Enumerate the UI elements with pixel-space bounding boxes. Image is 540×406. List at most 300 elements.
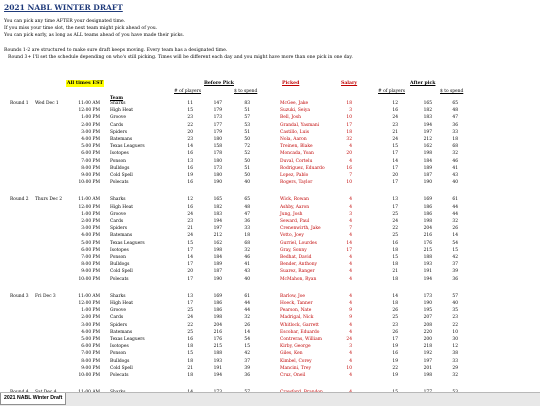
team-cell[interactable]: Polecats bbox=[110, 276, 129, 282]
salary-cell[interactable]: 24 bbox=[346, 337, 352, 342]
spend-after-cell[interactable]: 54 bbox=[452, 240, 458, 246]
players-after-cell[interactable]: 24 bbox=[392, 137, 398, 142]
after-pick-cell[interactable]: 197 bbox=[423, 129, 432, 135]
team-cell[interactable]: Spiders bbox=[110, 129, 127, 135]
players-before-cell[interactable]: 24 bbox=[187, 233, 193, 239]
players-after-cell[interactable]: 24 bbox=[392, 219, 398, 224]
players-before-cell[interactable]: 14 bbox=[187, 255, 193, 260]
picked-player-cell[interactable]: Whitlock, Garrett bbox=[280, 322, 319, 328]
players-after-cell[interactable]: 26 bbox=[392, 329, 398, 335]
players-before-cell[interactable]: 13 bbox=[187, 158, 193, 164]
after-pick-cell[interactable]: 190 bbox=[423, 301, 432, 306]
team-cell[interactable]: Texas Leaguers bbox=[110, 337, 145, 342]
team-cell[interactable]: Isotopes bbox=[110, 344, 129, 350]
players-before-cell[interactable]: 20 bbox=[187, 129, 193, 135]
before-pick-cell[interactable]: 183 bbox=[213, 211, 222, 217]
salary-cell[interactable]: 16 bbox=[346, 165, 352, 171]
spend-before-cell[interactable]: 48 bbox=[244, 204, 250, 210]
players-after-cell[interactable]: 16 bbox=[392, 351, 398, 357]
salary-cell[interactable]: 4 bbox=[349, 276, 352, 282]
players-after-cell[interactable]: 16 bbox=[392, 240, 398, 246]
players-before-cell[interactable]: 23 bbox=[187, 219, 193, 224]
salary-cell[interactable]: 4 bbox=[349, 322, 352, 328]
players-after-cell[interactable]: 17 bbox=[392, 204, 398, 210]
spend-before-cell[interactable]: 18 bbox=[244, 233, 250, 239]
team-cell[interactable]: Spiders bbox=[110, 322, 127, 328]
players-before-cell[interactable]: 16 bbox=[187, 165, 193, 171]
before-pick-cell[interactable]: 194 bbox=[213, 373, 222, 378]
players-after-cell[interactable]: 24 bbox=[392, 115, 398, 121]
after-pick-cell[interactable]: 198 bbox=[423, 219, 432, 224]
salary-cell[interactable]: 3 bbox=[349, 108, 352, 114]
spend-after-cell[interactable]: 32 bbox=[452, 151, 458, 157]
spend-after-cell[interactable]: 46 bbox=[452, 158, 458, 164]
spend-before-cell[interactable]: 68 bbox=[244, 240, 250, 246]
players-after-cell[interactable]: 19 bbox=[392, 344, 398, 350]
players-before-cell[interactable]: 20 bbox=[187, 269, 193, 275]
spend-after-cell[interactable]: 36 bbox=[452, 276, 458, 282]
picked-player-cell[interactable]: Mancini, Trey bbox=[280, 365, 311, 371]
after-pick-cell[interactable]: 194 bbox=[423, 276, 432, 282]
spend-after-cell[interactable]: 15 bbox=[452, 247, 458, 253]
before-pick-cell[interactable]: 180 bbox=[213, 137, 222, 142]
salary-cell[interactable]: 10 bbox=[346, 180, 352, 186]
spend-before-cell[interactable]: 40 bbox=[244, 180, 250, 186]
spend-before-cell[interactable]: 46 bbox=[244, 255, 250, 260]
salary-cell[interactable]: 3 bbox=[349, 211, 352, 217]
spend-after-cell[interactable]: 42 bbox=[452, 255, 458, 260]
after-pick-cell[interactable]: 194 bbox=[423, 122, 432, 128]
after-pick-cell[interactable]: 182 bbox=[423, 108, 432, 114]
after-pick-cell[interactable]: 218 bbox=[423, 344, 432, 350]
players-before-cell[interactable]: 24 bbox=[187, 211, 193, 217]
spend-after-cell[interactable]: 33 bbox=[452, 358, 458, 364]
spend-before-cell[interactable]: 36 bbox=[244, 219, 250, 224]
spend-before-cell[interactable]: 83 bbox=[244, 101, 250, 106]
after-pick-cell[interactable]: 201 bbox=[423, 365, 432, 371]
players-before-cell[interactable]: 16 bbox=[187, 151, 193, 157]
spend-after-cell[interactable]: 40 bbox=[452, 180, 458, 186]
spend-before-cell[interactable]: 50 bbox=[244, 158, 250, 164]
players-before-cell[interactable]: 16 bbox=[187, 180, 193, 186]
team-cell[interactable]: Cards bbox=[110, 122, 124, 128]
salary-cell[interactable]: 32 bbox=[346, 137, 352, 142]
spend-after-cell[interactable]: 14 bbox=[452, 233, 458, 239]
players-after-cell[interactable]: 17 bbox=[392, 337, 398, 342]
before-pick-cell[interactable]: 216 bbox=[213, 329, 222, 335]
after-pick-cell[interactable]: 207 bbox=[423, 315, 432, 321]
picked-player-cell[interactable]: Bedhat, David bbox=[280, 255, 312, 260]
salary-cell[interactable]: 4 bbox=[349, 269, 352, 275]
spend-before-cell[interactable]: 57 bbox=[244, 115, 250, 121]
spend-after-cell[interactable]: 68 bbox=[452, 144, 458, 150]
team-cell[interactable]: Batemans bbox=[110, 137, 133, 142]
before-pick-cell[interactable]: 186 bbox=[213, 301, 222, 306]
spend-after-cell[interactable]: 33 bbox=[452, 129, 458, 135]
players-after-cell[interactable]: 16 bbox=[392, 108, 398, 114]
salary-cell[interactable]: 4 bbox=[349, 358, 352, 364]
salary-cell[interactable]: 4 bbox=[349, 255, 352, 260]
team-cell[interactable]: Polecats bbox=[110, 180, 129, 186]
spend-before-cell[interactable]: 51 bbox=[244, 165, 250, 171]
salary-cell[interactable]: 4 bbox=[349, 293, 352, 299]
players-after-cell[interactable]: 25 bbox=[392, 315, 398, 321]
after-pick-cell[interactable]: 215 bbox=[423, 247, 432, 253]
players-before-cell[interactable]: 17 bbox=[187, 247, 193, 253]
spend-before-cell[interactable]: 32 bbox=[244, 247, 250, 253]
spend-before-cell[interactable]: 54 bbox=[244, 337, 250, 342]
spend-after-cell[interactable]: 35 bbox=[452, 308, 458, 314]
day-label[interactable]: Fri Dec 3 bbox=[35, 293, 56, 299]
picked-player-cell[interactable]: Wick, Rowan bbox=[280, 197, 309, 203]
team-cell[interactable]: Ponson bbox=[110, 351, 126, 357]
picked-player-cell[interactable]: Cruz, Oneil bbox=[280, 373, 306, 378]
spend-before-cell[interactable]: 65 bbox=[244, 197, 250, 203]
players-before-cell[interactable]: 17 bbox=[187, 276, 193, 282]
players-before-cell[interactable]: 15 bbox=[187, 351, 193, 357]
players-before-cell[interactable]: 16 bbox=[187, 204, 193, 210]
spend-after-cell[interactable]: 43 bbox=[452, 173, 458, 178]
team-cell[interactable]: Bulldogs bbox=[110, 358, 130, 364]
salary-cell[interactable]: 4 bbox=[349, 301, 352, 306]
players-after-cell[interactable]: 18 bbox=[392, 262, 398, 268]
team-cell[interactable]: Isotopes bbox=[110, 247, 129, 253]
after-pick-cell[interactable]: 216 bbox=[423, 233, 432, 239]
after-pick-cell[interactable]: 186 bbox=[423, 211, 432, 217]
players-after-cell[interactable]: 23 bbox=[392, 122, 398, 128]
players-before-cell[interactable]: 14 bbox=[187, 144, 193, 150]
before-pick-cell[interactable]: 147 bbox=[213, 101, 222, 106]
after-pick-cell[interactable]: 186 bbox=[423, 204, 432, 210]
after-pick-cell[interactable]: 200 bbox=[423, 337, 432, 342]
players-before-cell[interactable]: 15 bbox=[187, 108, 193, 114]
team-cell[interactable]: Batemans bbox=[110, 233, 133, 239]
spend-before-cell[interactable]: 72 bbox=[244, 144, 250, 150]
picked-player-cell[interactable]: Nola, Aaron bbox=[280, 137, 307, 142]
salary-cell[interactable]: 4 bbox=[349, 197, 352, 203]
players-before-cell[interactable]: 18 bbox=[187, 373, 193, 378]
players-after-cell[interactable]: 18 bbox=[392, 301, 398, 306]
before-pick-cell[interactable]: 180 bbox=[213, 158, 222, 164]
team-cell[interactable]: Cards bbox=[110, 315, 124, 321]
after-pick-cell[interactable]: 204 bbox=[423, 226, 432, 232]
players-after-cell[interactable]: 20 bbox=[392, 173, 398, 178]
picked-player-cell[interactable]: Kirby, George bbox=[280, 344, 311, 350]
players-after-cell[interactable]: 17 bbox=[392, 165, 398, 171]
before-pick-cell[interactable]: 193 bbox=[213, 358, 222, 364]
before-pick-cell[interactable]: 158 bbox=[213, 144, 222, 150]
salary-cell[interactable]: 18 bbox=[346, 101, 352, 106]
before-pick-cell[interactable]: 197 bbox=[213, 226, 222, 232]
players-before-cell[interactable]: 23 bbox=[187, 137, 193, 142]
players-after-cell[interactable]: 19 bbox=[392, 373, 398, 378]
spend-before-cell[interactable]: 44 bbox=[244, 301, 250, 306]
team-cell[interactable]: Groove bbox=[110, 308, 126, 314]
players-before-cell[interactable]: 21 bbox=[187, 226, 193, 232]
picked-player-cell[interactable]: Giles, Ken bbox=[280, 351, 303, 357]
spend-before-cell[interactable]: 50 bbox=[244, 173, 250, 178]
before-pick-cell[interactable]: 179 bbox=[213, 108, 222, 114]
salary-cell[interactable]: 18 bbox=[346, 129, 352, 135]
players-before-cell[interactable]: 21 bbox=[187, 365, 193, 371]
after-pick-cell[interactable]: 173 bbox=[423, 293, 432, 299]
spend-after-cell[interactable]: 40 bbox=[452, 301, 458, 306]
team-cell[interactable]: Bulldogs bbox=[110, 165, 130, 171]
team-cell[interactable]: Cards bbox=[110, 219, 124, 224]
spend-after-cell[interactable]: 65 bbox=[452, 101, 458, 106]
picked-player-cell[interactable]: Crenenwirth, Jake bbox=[280, 226, 321, 232]
spend-after-cell[interactable]: 44 bbox=[452, 211, 458, 217]
team-cell[interactable]: Bulldogs bbox=[110, 262, 130, 268]
players-before-cell[interactable]: 12 bbox=[187, 197, 193, 203]
spend-after-cell[interactable]: 26 bbox=[452, 226, 458, 232]
after-pick-cell[interactable]: 190 bbox=[423, 180, 432, 186]
team-cell[interactable]: Groove bbox=[110, 115, 126, 121]
picked-player-cell[interactable]: McMahon, Ryan bbox=[280, 276, 317, 282]
picked-player-cell[interactable]: Treinen, Blake bbox=[280, 144, 313, 150]
spend-before-cell[interactable]: 36 bbox=[244, 373, 250, 378]
picked-player-cell[interactable]: Gurriel, Lourdes bbox=[280, 240, 317, 246]
picked-player-cell[interactable]: Moncada, Yoan bbox=[280, 151, 314, 157]
salary-cell[interactable]: 3 bbox=[349, 344, 352, 350]
spend-after-cell[interactable]: 18 bbox=[452, 137, 458, 142]
before-pick-cell[interactable]: 173 bbox=[213, 115, 222, 121]
salary-cell[interactable]: 17 bbox=[346, 122, 352, 128]
picked-player-cell[interactable]: Contreras, William bbox=[280, 337, 322, 342]
after-pick-cell[interactable]: 197 bbox=[423, 358, 432, 364]
players-before-cell[interactable]: 17 bbox=[187, 301, 193, 306]
team-cell[interactable]: Sharks bbox=[110, 293, 126, 299]
spend-before-cell[interactable]: 26 bbox=[244, 322, 250, 328]
before-pick-cell[interactable]: 176 bbox=[213, 337, 222, 342]
after-pick-cell[interactable]: 195 bbox=[423, 308, 432, 314]
after-pick-cell[interactable]: 188 bbox=[423, 255, 432, 260]
spend-after-cell[interactable]: 23 bbox=[452, 315, 458, 321]
spend-after-cell[interactable]: 36 bbox=[452, 122, 458, 128]
spend-after-cell[interactable]: 61 bbox=[452, 197, 458, 203]
spend-before-cell[interactable]: 39 bbox=[244, 365, 250, 371]
salary-cell[interactable]: 14 bbox=[346, 240, 352, 246]
salary-cell[interactable]: 17 bbox=[346, 247, 352, 253]
before-pick-cell[interactable]: 177 bbox=[213, 122, 222, 128]
salary-cell[interactable]: 9 bbox=[349, 308, 352, 314]
before-pick-cell[interactable]: 212 bbox=[213, 233, 222, 239]
team-cell[interactable]: Groove bbox=[110, 211, 126, 217]
after-pick-cell[interactable]: 189 bbox=[423, 165, 432, 171]
before-pick-cell[interactable]: 189 bbox=[213, 262, 222, 268]
salary-cell[interactable]: 7 bbox=[349, 226, 352, 232]
team-cell[interactable]: Ponson bbox=[110, 158, 126, 164]
spend-before-cell[interactable]: 53 bbox=[244, 122, 250, 128]
team-cell[interactable]: Ponson bbox=[110, 255, 126, 260]
players-before-cell[interactable]: 13 bbox=[187, 293, 193, 299]
players-after-cell[interactable]: 15 bbox=[392, 144, 398, 150]
before-pick-cell[interactable]: 198 bbox=[213, 247, 222, 253]
players-before-cell[interactable]: 22 bbox=[187, 322, 193, 328]
spend-after-cell[interactable]: 37 bbox=[452, 262, 458, 268]
spend-after-cell[interactable]: 29 bbox=[452, 365, 458, 371]
picked-player-cell[interactable]: Hoeck, Tanner bbox=[280, 301, 313, 306]
after-pick-cell[interactable]: 183 bbox=[423, 115, 432, 121]
players-after-cell[interactable]: 18 bbox=[392, 247, 398, 253]
spend-after-cell[interactable]: 32 bbox=[452, 373, 458, 378]
spend-after-cell[interactable]: 10 bbox=[452, 329, 458, 335]
team-cell[interactable]: Cold Spell bbox=[110, 173, 133, 178]
spend-after-cell[interactable]: 44 bbox=[452, 204, 458, 210]
spend-before-cell[interactable]: 43 bbox=[244, 269, 250, 275]
team-cell[interactable]: High Heat bbox=[110, 204, 134, 210]
team-cell[interactable]: High Heat bbox=[110, 108, 134, 114]
sheet-tab-2021-nabl-winter-draft[interactable]: 2021 NABL Winter Draft bbox=[0, 393, 66, 405]
picked-player-cell[interactable]: Ashby, Aaron bbox=[280, 204, 310, 210]
spend-before-cell[interactable]: 14 bbox=[244, 329, 250, 335]
players-after-cell[interactable]: 14 bbox=[392, 158, 398, 164]
team-cell[interactable]: Cold Spell bbox=[110, 365, 133, 371]
players-before-cell[interactable]: 25 bbox=[187, 308, 193, 314]
team-cell[interactable]: Texas Leaguers bbox=[110, 144, 145, 150]
before-pick-cell[interactable]: 173 bbox=[213, 165, 222, 171]
spend-after-cell[interactable]: 57 bbox=[452, 293, 458, 299]
picked-player-cell[interactable]: Kimbel, Corey bbox=[280, 358, 312, 364]
before-pick-cell[interactable]: 190 bbox=[213, 276, 222, 282]
after-pick-cell[interactable]: 162 bbox=[423, 144, 432, 150]
picked-player-cell[interactable]: Barlow, Joe bbox=[280, 293, 306, 299]
players-after-cell[interactable]: 19 bbox=[392, 358, 398, 364]
before-pick-cell[interactable]: 186 bbox=[213, 308, 222, 314]
before-pick-cell[interactable]: 165 bbox=[213, 197, 222, 203]
salary-cell[interactable]: 4 bbox=[349, 351, 352, 357]
players-before-cell[interactable]: 18 bbox=[187, 344, 193, 350]
picked-player-cell[interactable]: Bell, Josh bbox=[280, 115, 301, 121]
team-cell[interactable]: Spiders bbox=[110, 226, 127, 232]
spend-before-cell[interactable]: 47 bbox=[244, 211, 250, 217]
before-pick-cell[interactable]: 169 bbox=[213, 293, 222, 299]
salary-cell[interactable]: 4 bbox=[349, 329, 352, 335]
spend-before-cell[interactable]: 51 bbox=[244, 108, 250, 114]
before-pick-cell[interactable]: 178 bbox=[213, 151, 222, 157]
after-pick-cell[interactable]: 165 bbox=[423, 101, 432, 106]
before-pick-cell[interactable]: 188 bbox=[213, 351, 222, 357]
salary-cell[interactable]: 4 bbox=[349, 373, 352, 378]
spend-after-cell[interactable]: 32 bbox=[452, 219, 458, 224]
players-after-cell[interactable]: 15 bbox=[392, 255, 398, 260]
before-pick-cell[interactable]: 179 bbox=[213, 129, 222, 135]
picked-player-cell[interactable]: McGee, Jake bbox=[280, 101, 309, 106]
picked-player-cell[interactable]: Seward, Paul bbox=[280, 219, 310, 224]
players-before-cell[interactable]: 18 bbox=[187, 358, 193, 364]
players-after-cell[interactable]: 17 bbox=[392, 151, 398, 157]
players-before-cell[interactable]: 11 bbox=[187, 101, 193, 106]
salary-cell[interactable]: 10 bbox=[346, 115, 352, 121]
after-pick-cell[interactable]: 220 bbox=[423, 329, 432, 335]
round-label[interactable]: Round 1 bbox=[10, 101, 29, 106]
after-pick-cell[interactable]: 169 bbox=[423, 197, 432, 203]
before-pick-cell[interactable]: 194 bbox=[213, 219, 222, 224]
picked-player-cell[interactable]: Rogers, Taylor bbox=[280, 180, 313, 186]
team-cell[interactable]: Sharks bbox=[110, 101, 126, 106]
spend-after-cell[interactable]: 30 bbox=[452, 337, 458, 342]
salary-cell[interactable]: 10 bbox=[346, 365, 352, 371]
salary-cell[interactable]: 4 bbox=[349, 158, 352, 164]
team-cell[interactable]: High Heat bbox=[110, 301, 134, 306]
before-pick-cell[interactable]: 204 bbox=[213, 322, 222, 328]
after-pick-cell[interactable]: 192 bbox=[423, 351, 432, 357]
spend-after-cell[interactable]: 48 bbox=[452, 108, 458, 114]
spend-before-cell[interactable]: 32 bbox=[244, 315, 250, 321]
before-pick-cell[interactable]: 180 bbox=[213, 173, 222, 178]
spend-before-cell[interactable]: 61 bbox=[244, 293, 250, 299]
salary-cell[interactable]: 4 bbox=[349, 144, 352, 150]
before-pick-cell[interactable]: 190 bbox=[213, 180, 222, 186]
after-pick-cell[interactable]: 187 bbox=[423, 173, 432, 178]
picked-player-cell[interactable]: Lopez, Pablo bbox=[280, 173, 309, 178]
after-pick-cell[interactable]: 208 bbox=[423, 322, 432, 328]
spend-after-cell[interactable]: 12 bbox=[452, 344, 458, 350]
salary-cell[interactable]: 9 bbox=[349, 315, 352, 321]
round-label[interactable]: Round 2 bbox=[10, 197, 29, 203]
after-pick-cell[interactable]: 184 bbox=[423, 158, 432, 164]
picked-player-cell[interactable]: Grandal, Yasmani bbox=[280, 122, 320, 128]
players-after-cell[interactable]: 23 bbox=[392, 322, 398, 328]
team-cell[interactable]: Texas Leaguers bbox=[110, 240, 145, 246]
salary-cell[interactable]: 20 bbox=[346, 151, 352, 157]
players-after-cell[interactable]: 13 bbox=[392, 197, 398, 203]
spend-after-cell[interactable]: 38 bbox=[452, 351, 458, 357]
spend-after-cell[interactable]: 47 bbox=[452, 115, 458, 121]
players-after-cell[interactable]: 21 bbox=[392, 129, 398, 135]
spend-before-cell[interactable]: 40 bbox=[244, 276, 250, 282]
salary-cell[interactable]: 4 bbox=[349, 233, 352, 239]
after-pick-cell[interactable]: 193 bbox=[423, 262, 432, 268]
players-after-cell[interactable]: 22 bbox=[392, 365, 398, 371]
players-after-cell[interactable]: 17 bbox=[392, 180, 398, 186]
players-after-cell[interactable]: 21 bbox=[392, 269, 398, 275]
players-before-cell[interactable]: 22 bbox=[187, 122, 193, 128]
spend-before-cell[interactable]: 52 bbox=[244, 151, 250, 157]
players-before-cell[interactable]: 24 bbox=[187, 315, 193, 321]
spend-before-cell[interactable]: 41 bbox=[244, 262, 250, 268]
players-after-cell[interactable]: 12 bbox=[392, 101, 398, 106]
picked-player-cell[interactable]: Pearson, Nate bbox=[280, 308, 312, 314]
before-pick-cell[interactable]: 182 bbox=[213, 204, 222, 210]
after-pick-cell[interactable]: 176 bbox=[423, 240, 432, 246]
spend-before-cell[interactable]: 37 bbox=[244, 358, 250, 364]
players-before-cell[interactable]: 17 bbox=[187, 262, 193, 268]
players-after-cell[interactable]: 22 bbox=[392, 226, 398, 232]
spend-after-cell[interactable]: 39 bbox=[452, 269, 458, 275]
before-pick-cell[interactable]: 215 bbox=[213, 344, 222, 350]
picked-player-cell[interactable]: Suzuki, Seiya bbox=[280, 108, 310, 114]
picked-player-cell[interactable]: Votto, Joey bbox=[280, 233, 304, 239]
spend-after-cell[interactable]: 22 bbox=[452, 322, 458, 328]
picked-player-cell[interactable]: Bender, Anthony bbox=[280, 262, 318, 268]
after-pick-cell[interactable]: 212 bbox=[423, 137, 432, 142]
players-after-cell[interactable]: 26 bbox=[392, 308, 398, 314]
after-pick-cell[interactable]: 191 bbox=[423, 269, 432, 275]
team-cell[interactable]: Polecats bbox=[110, 373, 129, 378]
spend-before-cell[interactable]: 42 bbox=[244, 351, 250, 357]
before-pick-cell[interactable]: 191 bbox=[213, 365, 222, 371]
team-cell[interactable]: Sharks bbox=[110, 197, 126, 203]
players-before-cell[interactable]: 16 bbox=[187, 337, 193, 342]
round-label[interactable]: Round 3 bbox=[10, 293, 29, 299]
day-label[interactable]: Wed Dec 1 bbox=[35, 101, 59, 106]
players-after-cell[interactable]: 25 bbox=[392, 233, 398, 239]
players-before-cell[interactable]: 25 bbox=[187, 329, 193, 335]
spend-before-cell[interactable]: 15 bbox=[244, 344, 250, 350]
salary-cell[interactable]: 4 bbox=[349, 219, 352, 224]
players-before-cell[interactable]: 23 bbox=[187, 115, 193, 121]
